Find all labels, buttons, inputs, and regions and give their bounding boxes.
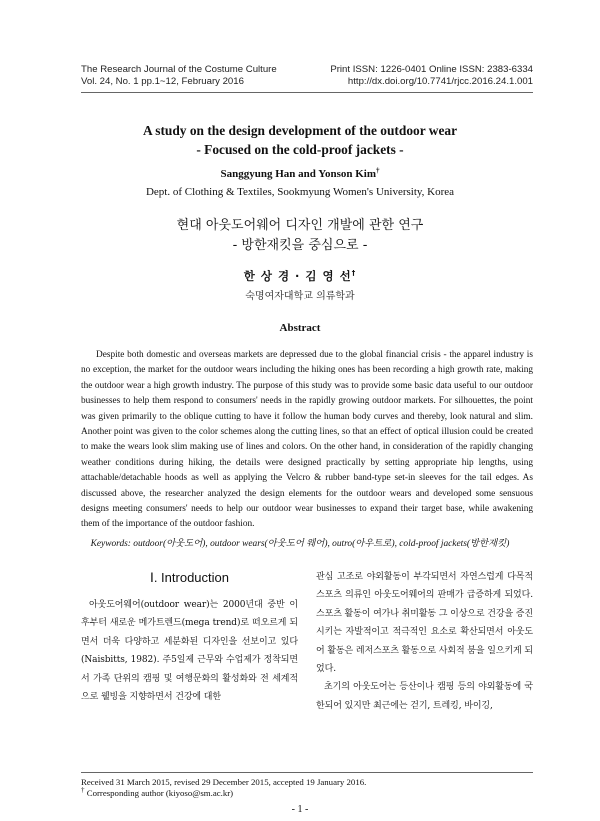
body-paragraph: 아웃도어웨어(outdoor wear)는 2000년대 중반 이후부터 새로운 메가트렌드(mega trend)로 떠오르게 되면서 더욱 다양하고 세분화된 디자인을 선보이고 있다(Naisbitts, 1982). 주5일제 근무와 수업제가 정착되면서 가족 단위의 캠핑 및 여행문화의 활성화와 전 세계적으로 웰빙을 지향하면서 건강에 대한 (81, 600, 298, 703)
english-affiliation: Dept. of Clothing & Textiles, Sookmyung Women's University, Korea (145, 186, 455, 198)
body-paragraph: 초기의 아웃도어는 등산이나 캠핑 등의 야외활동에 국한되어 있지만 최근에는 걷기, 트레킹, 바이깅, (316, 682, 533, 711)
english-title (60, 121, 540, 159)
left-column (81, 568, 298, 706)
footnote-mark: † (81, 786, 85, 795)
english-authors (60, 168, 540, 180)
english-title-main: A study on the design development of the outdoor wear (142, 123, 458, 138)
korean-authors (60, 268, 540, 284)
header-left (81, 64, 277, 87)
korean-title-sub: - 방한재킷을 중심으로 - (232, 238, 368, 253)
right-column (316, 568, 533, 715)
issn-info: Print ISSN: 1226-0401 Online ISSN: 2383-6334 (330, 64, 533, 75)
korean-title-main: 현대 아웃도어웨어 디자인 개발에 관한 연구 (176, 218, 424, 233)
korean-title (60, 216, 540, 256)
doi-link[interactable]: http://dx.doi.org/10.7741/rjcc.2016.24.1.001 (347, 75, 533, 87)
english-author-names: Sanggyung Han and Yonson Kim (220, 168, 376, 180)
page-number: - 1 - (291, 804, 309, 815)
body-paragraph-continued: 관심 고조로 야외활동이 부각되면서 자연스럽게 다목적 스포츠 의류인 아웃도어웨어의 판매가 급증하게 되었다. 스포츠 활동이 여가나 취미활동 그 이상으로 건강을 증진시키는 자발적이고 적극적인 요소로 확산되면서 아웃도어 활동은 레저스포츠 활동으로 사회적 붐을 일으키게 되었다. (316, 572, 533, 675)
abstract-heading: Abstract (279, 322, 321, 334)
korean-corresponding-mark: † (351, 269, 357, 278)
header-divider (81, 92, 533, 93)
korean-author-names: 한 상 경 · 김 영 선 (243, 269, 352, 283)
corresponding-author (81, 788, 533, 799)
header-right (330, 64, 533, 87)
volume-info: Vol. 24, No. 1 pp.1~12, February 2016 (81, 75, 244, 87)
running-header (81, 64, 533, 87)
received-dates: Received 31 March 2015, revised 29 December 2015, accepted 19 January 2016. (81, 777, 367, 787)
abstract-text: Despite both domestic and overseas markets are depressed due to the global financial crisis - the apparel industry is no exception, the market for the outdoor wears including the hiking ones has been recording a high growth rate, making the outdoor wear a high growth industry. The purpose of this study was to provide some basic data useful to our outdoor businesses to help them respond to consumers' needs in the rapidly growing outdoor markets. For silhouettes, the point was given primarily to the oblique cutting to have it follow the human body curves and thereby, look natural and slim. Another point was given to the color schemes along the cutting lines, so that an effect of optical illusion could be created to make the wears look slim making use of lines and colors. On the other hand, in consideration of the rapidly changing weather conditions during hiking, the details were designed practically by setting appropriate hip lengths, using attachable/detachable hoods as well as applying the Velcro & rubber band-type set-in sleeves for the tail edges. As discussed above, the researcher analyzed the design elements for the outdoor wears and developed some sensuous designs meeting consumers' needs to help our outdoor wear businesses to expand their target base, while awakening them of the importance of the outdoor fashion. (81, 350, 533, 530)
korean-affiliation: 숙명여자대학교 의류학과 (245, 291, 355, 302)
keywords: Keywords: outdoor(아웃도어), outdoor wears(아웃도어 웨어), outro(아우트로), cold-proof jackets(방한재킷) (90, 539, 510, 549)
footnote-divider (81, 772, 533, 773)
corresponding-author-text: Corresponding author (kiyoso@sm.ac.kr) (86, 788, 234, 798)
journal-name: The Research Journal of the Costume Culture (81, 64, 277, 75)
corresponding-mark: † (376, 166, 380, 175)
english-title-sub: - Focused on the cold-proof jackets - (196, 142, 404, 157)
section-heading: Ⅰ. Introduction (150, 570, 229, 585)
